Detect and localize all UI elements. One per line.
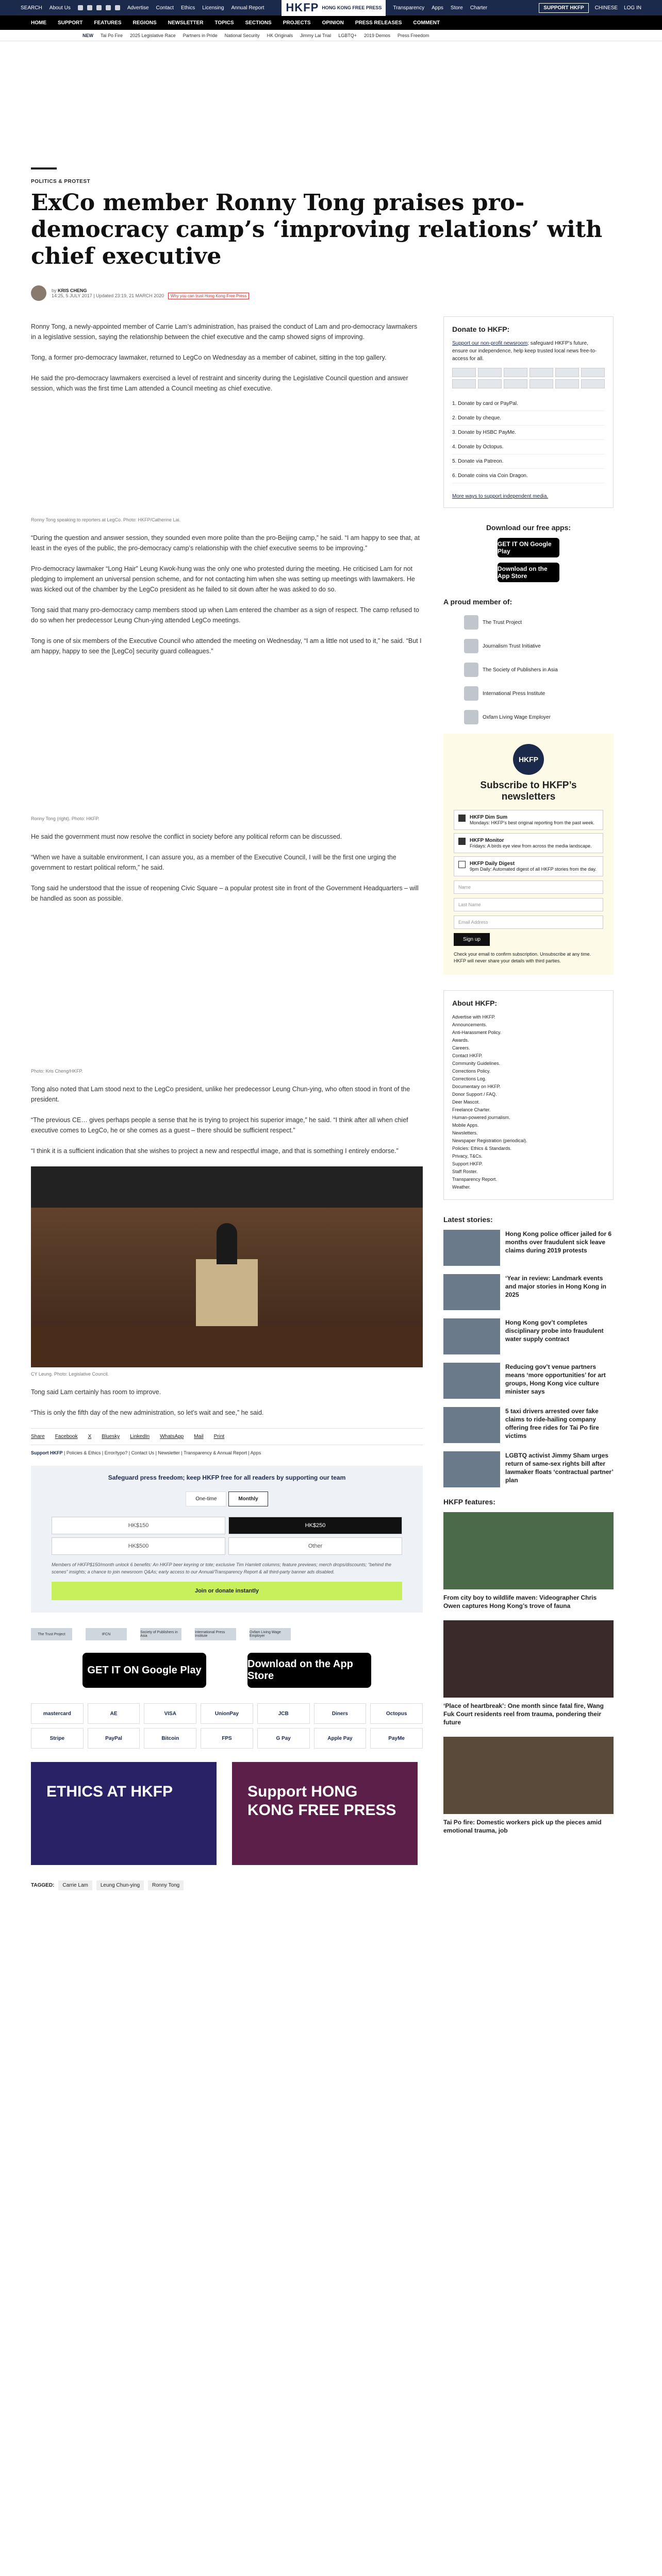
photo-ceiling (31, 1166, 423, 1208)
ifcn-logo[interactable]: IFCN (86, 1628, 127, 1640)
paragraph: Pro-democracy lawmaker “Long Hair” Leung Kwok-hung was the only one who protested during the meeting. He criticised Lam for not pledging to implement an universal pension scheme, and for not contacting him when she was setting up meetings with lawmakers. He was kicked out of the chamber by the LegCo president as he failed to sit down after he was asked to do so. (31, 565, 415, 593)
latest-story[interactable] (443, 1318, 614, 1354)
search-link[interactable]: SEARCH (21, 5, 42, 11)
story-thumbnail (443, 1363, 500, 1399)
freq-one-time[interactable]: One-time (186, 1492, 226, 1506)
story-headline[interactable]: LGBTQ activist Jimmy Sham urges return of same-sex rights bill after lawmaker floats ‘contractual partner’ plan (505, 1452, 614, 1484)
card-icon (504, 368, 527, 377)
latest-story[interactable] (443, 1230, 614, 1266)
latest-story[interactable] (443, 1274, 614, 1310)
nav-features[interactable]: FEATURES (94, 20, 122, 26)
paragraph: Tong said Lam certainly has room to improve. (31, 1388, 161, 1396)
card-icon (478, 379, 502, 388)
feature-item[interactable] (443, 1737, 614, 1835)
feature-item[interactable] (443, 1620, 614, 1726)
about-link[interactable]: Corrections Policy. (452, 1069, 491, 1074)
support-hkfp-link[interactable]: Support HKFP (31, 1450, 63, 1455)
payment-icon: VISA (144, 1703, 196, 1724)
story-thumbnail (443, 1451, 500, 1487)
about-link[interactable]: Contact HKFP. (452, 1053, 483, 1058)
x-icon[interactable] (87, 5, 92, 10)
member-logo[interactable] (464, 615, 614, 630)
about-link[interactable]: Documentary on HKFP. (452, 1084, 501, 1089)
paragraph: Tong is one of six members of the Executive Council who attended the meeting on Wednesday, “I am a little not used to it,” he said. “But I am happy, happy to see the [LegCo] security guard colleagues.” (31, 637, 422, 655)
subnav-item[interactable]: 2019 Demos (363, 32, 390, 38)
about-link[interactable]: Deer Mascot. (452, 1099, 480, 1105)
feature-image (443, 1620, 614, 1698)
paragraph: “The previous CE… gives perhaps people a sense that he is trying to project his superior image,” he said. “I think after all when chief executive comes to LegCo, he or she comes as a guest – there should be sufficient respect.” (31, 1116, 408, 1134)
nav-press-releases[interactable]: PRESS RELEASES (355, 20, 402, 26)
about-link[interactable]: Freelance Charter. (452, 1107, 491, 1112)
tag-item[interactable]: Ronny Tong (148, 1880, 184, 1890)
about-link[interactable]: Newsletters. (452, 1130, 478, 1136)
about-title: About HKFP: (452, 999, 498, 1007)
card-icon (555, 368, 579, 377)
support-hkfp-button[interactable]: SUPPORT HKFP (539, 3, 588, 13)
member-benefits-note: Members of HKFP$150/month unlock 6 benefits: An HKFP beer keyring or tote; exclusive Tim Hamlett columns; feature previews; merch drops/discounts; “behind the scenes” insights; a chance to join newsroom Q&As; early access to our Annual/Transparency Report & all third-party banner ads disabled. (52, 1562, 392, 1574)
about-link[interactable]: Mobile Apps. (452, 1123, 479, 1128)
member-logo[interactable] (464, 663, 614, 677)
updated-date: Updated 23:19, 21 MARCH 2020 (96, 293, 164, 298)
logo-text: HKFP (286, 1, 319, 14)
payment-icon: Bitcoin (144, 1728, 196, 1749)
topbar-link-annual-report[interactable]: Annual Report (231, 5, 264, 11)
member-name: The Society of Publishers in Asia (483, 667, 558, 673)
payment-icon: FPS (201, 1728, 253, 1749)
nav-home[interactable]: HOME (31, 20, 46, 26)
share-facebook[interactable]: Facebook (55, 1434, 78, 1439)
share-whatsapp[interactable]: WhatsApp (160, 1434, 184, 1439)
amount-options (52, 1517, 402, 1555)
about-link[interactable]: Human-powered journalism. (452, 1115, 510, 1120)
about-link[interactable]: Donor Support / FAQ. (452, 1092, 497, 1097)
story-headline[interactable]: Hong Kong gov’t completes disciplinary probe into fraudulent water supply contract (505, 1319, 604, 1343)
feature-image (443, 1512, 614, 1589)
join-donate-button[interactable]: Join or donate instantly (52, 1582, 402, 1600)
promo-banners (31, 1762, 423, 1865)
title-rule (31, 167, 57, 170)
nav-newsletter[interactable]: NEWSLETTER (168, 20, 204, 26)
more-ways-link[interactable]: More ways to support independent media. (452, 494, 549, 499)
amount-250[interactable]: HK$250 (228, 1517, 402, 1534)
share-linkedin[interactable]: LinkedIn (130, 1434, 150, 1439)
jti-icon (464, 639, 478, 653)
share-label: Share (31, 1434, 45, 1439)
signup-button[interactable]: Sign up (454, 933, 490, 946)
latest-title: Latest stories: (443, 1215, 493, 1224)
member-logo[interactable] (464, 686, 614, 701)
feature-headline[interactable]: From city boy to wildlife maven: Videographer Chris Owen captures Hong Kong’s trove of fauna (443, 1594, 597, 1609)
paragraph: “I think it is a sufficient indication that she wishes to project a new and respectful image, and that is something I entirely endorse.” (31, 1147, 399, 1155)
card-icon (581, 368, 605, 377)
donate-card (31, 1466, 423, 1613)
payment-icon: mastercard (31, 1703, 84, 1724)
newsletter-name: HKFP Dim Sum (470, 815, 508, 820)
nav-sections[interactable]: SECTIONS (245, 20, 272, 26)
tag-item[interactable]: Carrie Lam (58, 1880, 92, 1890)
main-nav (0, 15, 662, 30)
language-link[interactable]: CHINESE (594, 5, 618, 11)
story-thumbnail (443, 1274, 500, 1310)
amount-500[interactable]: HK$500 (52, 1537, 225, 1555)
donate-card-title: Safeguard press freedom; keep HKFP free for all readers by supporting our team (108, 1474, 346, 1481)
topbar-link-ethics[interactable]: Ethics (180, 5, 195, 11)
image-placeholder (31, 404, 423, 517)
social-icons (78, 5, 120, 10)
article-category[interactable]: POLITICS & PROTEST (31, 179, 91, 184)
image-caption: Ronny Tong speaking to reporters at LegCo. Photo: HKFP/Catherine Lai. (31, 517, 181, 522)
app-store-buttons (31, 1653, 423, 1688)
newsletter-logo: HKFP (513, 744, 544, 775)
newsletter-desc: Fridays: A birds eye view from across the media landscape. (470, 843, 592, 849)
paragraph: Tong, a former pro-democracy lawmaker, returned to LegCo on Wednesday as a member of cabinet, sitting in the top gallery. (31, 354, 387, 361)
support-links-row: Support HKFP | Policies & Ethics | Error/typo? | Contact Us | Newsletter | Transparency & Annual Report | Apps (31, 1450, 261, 1455)
payment-icon: AE (88, 1703, 140, 1724)
author-avatar (31, 285, 46, 301)
google-play-button[interactable]: GET IT ON Google Play (82, 1653, 206, 1688)
photo-bench (31, 1326, 423, 1367)
about-link[interactable]: Privacy, T&Cs. (452, 1154, 483, 1159)
feature-item[interactable] (443, 1512, 614, 1610)
paragraph: “When we have a suitable environment, I can assure you, as a member of the Executive Council, I will be the first one urging the government to restart political reform,” he said. (31, 854, 396, 871)
story-headline[interactable]: ‘Year in review: Landmark events and major stories in Hong Kong in 2025 (505, 1275, 607, 1298)
topbar-link-apps[interactable]: Apps (432, 5, 443, 11)
about-link[interactable]: Corrections Log. (452, 1076, 487, 1081)
topbar-link-contact[interactable]: Contact (156, 5, 174, 11)
newsletter-desc: 9pm Daily: Automated digest of all HKFP stories from the day. (470, 867, 597, 872)
subnav-item[interactable]: National Security (224, 32, 260, 38)
newsletter-name: HKFP Monitor (470, 838, 504, 843)
story-thumbnail (443, 1318, 500, 1354)
amount-150[interactable]: HK$150 (52, 1517, 225, 1534)
nav-support[interactable]: SUPPORT (58, 20, 83, 26)
frequency-toggle (52, 1492, 402, 1506)
latest-story[interactable] (443, 1363, 614, 1399)
photo-speaker (217, 1223, 237, 1264)
share-bluesky[interactable]: Bluesky (102, 1434, 120, 1439)
card-icon (478, 368, 502, 377)
card-icon (452, 379, 476, 388)
payment-icon: Apple Pay (314, 1728, 367, 1749)
trust-project-icon (464, 615, 478, 630)
newsletter-option[interactable] (454, 810, 603, 830)
topbar-link-store[interactable]: Store (450, 5, 463, 11)
facebook-icon[interactable] (78, 5, 83, 10)
author-prefix: by (52, 288, 57, 293)
share-print[interactable]: Print (213, 1434, 225, 1439)
feature-headline[interactable]: Tai Po fire: Domestic workers pick up the pieces amid emotional trauma, job (443, 1819, 602, 1834)
paragraph: Tong said he understood that the issue of reopening Civic Square – a popular protest site in front of the Government Headquarters – will be handled as soon as possible. (31, 885, 419, 902)
hkfp-logo[interactable] (282, 0, 386, 16)
about-link[interactable]: Advertise with HKFP. (452, 1014, 495, 1020)
about-link[interactable]: Weather. (452, 1184, 471, 1190)
newsletter-box (443, 734, 614, 975)
name-input[interactable]: Name (454, 880, 603, 894)
about-link[interactable]: Community Guidelines. (452, 1061, 501, 1066)
story-headline[interactable]: Hong Kong police officer jailed for 6 months over fraudulent sick leave claims during 2019 protests (505, 1230, 612, 1254)
card-icon (504, 379, 527, 388)
card-icon (452, 368, 476, 377)
subnav-item[interactable]: HK Originals (267, 32, 293, 38)
sub-nav (0, 30, 662, 41)
image-caption: Photo: Kris Cheng/HKFP. (31, 1069, 83, 1074)
about-link[interactable]: Newspaper Registration (periodical). (452, 1138, 527, 1143)
topbar-link-about[interactable]: About Us (49, 5, 71, 11)
image-caption: Ronny Tong (right). Photo: HKFP. (31, 816, 100, 821)
tagged-label: TAGGED: (31, 1883, 55, 1888)
subnav-item[interactable]: Jimmy Lai Trial (300, 32, 332, 38)
legco-photo (31, 1166, 423, 1367)
card-icon (581, 379, 605, 388)
trust-project-logo[interactable]: The Trust Project (31, 1628, 72, 1640)
paragraph: “This is only the fifth day of the new administration, so let’s wait and see,” he said. (31, 1409, 264, 1416)
about-link[interactable]: Support HKFP. (452, 1161, 483, 1166)
subnav-item[interactable]: Partners in Pride (183, 32, 218, 38)
topbar-link-advertise[interactable]: Advertise (127, 5, 149, 11)
donate-option[interactable]: 6. Donate coins via Coin Dragon. (452, 469, 605, 483)
nav-regions[interactable]: REGIONS (133, 20, 157, 26)
amount-other[interactable]: Other (228, 1537, 402, 1555)
donate-box (443, 316, 614, 508)
photo-podium (196, 1259, 258, 1331)
payment-icon: Octopus (370, 1703, 423, 1724)
paragraph: Tong said that many pro-democracy camp members stood up when Lam entered the chamber as a sign of respect. The camp refused to do so when her predecessor Leung Chun-ying attended LegCo meetings. (31, 606, 419, 624)
donate-option[interactable]: 4. Donate by Octopus. (452, 440, 605, 454)
story-thumbnail (443, 1230, 500, 1266)
byline: by KRIS CHENG 14:25, 5 JULY 2017 | Updated 23:19, 21 MARCH 2020 Why you can trust Hong Kong Free Press (31, 285, 631, 301)
tag-list (31, 1880, 423, 1890)
subnav-item[interactable]: Tai Po Fire (101, 32, 123, 38)
login-link[interactable]: LOG IN (624, 5, 641, 11)
payment-icon: PayPal (88, 1728, 140, 1749)
payment-methods (31, 1703, 423, 1749)
tag-item[interactable]: Leung Chun-ying (96, 1880, 144, 1890)
support-links[interactable]: Policies & Ethics | Error/typo? | Contact Us | Newsletter | Transparency & Annual Report | Apps (66, 1450, 261, 1455)
paragraph: Ronny Tong, a newly-appointed member of Carrie Lam’s administration, has praised the conduct of Lam and pro-democracy lawmakers in a legislative session, saying the relationship between the chief executive and the camp showed signs of improving. (31, 323, 418, 341)
newsletter-desc: Mondays: HKFP’s best original reporting from the past week. (470, 820, 594, 825)
about-link[interactable]: Staff Roster. (452, 1169, 478, 1174)
youtube-icon[interactable] (106, 5, 111, 10)
card-icon (555, 379, 579, 388)
payment-icon: PayMe (370, 1728, 423, 1749)
ipi-icon (464, 686, 478, 701)
payment-icon: JCB (257, 1703, 310, 1724)
partner-logo-row (31, 1628, 423, 1640)
donate-lead: ; safeguard HKFP’s future, ensure our independence, help keep trusted local news free-to-access for all. (452, 341, 597, 362)
story-headline[interactable]: 5 taxi drivers arrested over fake claims to ride-hailing company offering free rides for Tai Po fire victims (505, 1408, 599, 1439)
paragraph: Tong also noted that Lam stood next to the LegCo president, unlike her predecessor Leung Chun-ying, who often stood in front of the president. (31, 1086, 410, 1103)
card-icon (529, 379, 553, 388)
member-logo[interactable] (464, 710, 614, 724)
topbar-link-charter[interactable]: Charter (470, 5, 488, 11)
member-name: The Trust Project (483, 619, 522, 625)
member-name: Oxfam Living Wage Employer (483, 714, 551, 720)
subnav-item[interactable]: 2025 Legislative Race (130, 32, 176, 38)
share-x[interactable]: X (88, 1434, 92, 1439)
card-logos (452, 368, 605, 388)
sidebar (443, 321, 614, 1911)
image-placeholder (31, 914, 423, 1069)
about-link[interactable]: Announcements. (452, 1022, 487, 1027)
image-caption: CY Leung. Photo: Legislative Council. (31, 1371, 109, 1377)
checkbox-checked-icon[interactable] (458, 815, 466, 822)
about-link[interactable]: Transparency Report. (452, 1177, 497, 1182)
apps-title: Download our free apps: (486, 523, 571, 532)
sopa-logo[interactable]: Society of Publishers in Asia (140, 1628, 181, 1640)
feature-headline[interactable]: ‘Place of heartbreak’: One month since fatal fire, Wang Fuk Court residents reel from trauma, pondering their future (443, 1702, 604, 1726)
instagram-icon[interactable] (96, 5, 102, 10)
author-name[interactable]: KRIS CHENG (58, 288, 87, 293)
subnav-item[interactable]: LGBTQ+ (338, 32, 357, 38)
member-name: Journalism Trust Initiative (483, 643, 541, 649)
nav-comment[interactable]: COMMENT (413, 20, 440, 26)
share-bar (31, 1428, 423, 1445)
donate-option[interactable]: 1. Donate by card or PayPal. (452, 397, 605, 411)
donate-option[interactable]: 5. Donate via Patreon. (452, 454, 605, 469)
ipi-logo[interactable]: International Press Institute (195, 1628, 236, 1640)
image-placeholder (31, 667, 423, 816)
paragraph: He said the government must now resolve the conflict in society before any political reform can be discussed. (31, 833, 342, 840)
newsletter-name: HKFP Daily Digest (470, 861, 515, 867)
payment-icon: G Pay (257, 1728, 310, 1749)
topbar-link-licensing[interactable]: Licensing (202, 5, 224, 11)
published-date: 14:25, 5 JULY 2017 (52, 293, 92, 298)
story-thumbnail (443, 1407, 500, 1443)
member-logo[interactable] (464, 639, 614, 653)
trust-badge[interactable]: Why you can trust Hong Kong Free Press (168, 293, 250, 299)
payment-icon: Diners (314, 1703, 367, 1724)
paragraph: He said the pro-democracy lawmakers exercised a level of restraint and sincerity during the Legislative Council question and answer session, which was the first time Lam attended a Council meeting as chief executive. (31, 375, 408, 392)
topbar-link-transparency[interactable]: Transparency (393, 5, 425, 11)
member-name: International Press Institute (483, 690, 545, 697)
linkedin-icon[interactable] (115, 5, 120, 10)
about-link[interactable]: Awards. (452, 1038, 469, 1043)
subnav-item[interactable]: Press Freedom (397, 32, 429, 38)
subnav-new-label: NEW (82, 32, 93, 38)
content-wrap (0, 321, 662, 1911)
payment-icon: UnionPay (201, 1703, 253, 1724)
nav-topics[interactable]: TOPICS (214, 20, 234, 26)
about-link[interactable]: Policies: Ethics & Standards. (452, 1146, 512, 1151)
about-box (443, 990, 614, 1200)
story-headline[interactable]: Reducing gov’t venue partners means ‘more opportunities’ for art groups, Hong Kong vice culture minister says (505, 1363, 606, 1395)
newsletter-option[interactable] (454, 856, 603, 876)
about-links (452, 1013, 605, 1191)
sidebar-google-play[interactable]: GET IT ON Google Play (498, 538, 559, 557)
payment-icon: Stripe (31, 1728, 84, 1749)
oxfam-logo[interactable]: Oxfam Living Wage Employer (250, 1628, 291, 1640)
email-input[interactable]: Email Address (454, 916, 603, 929)
top-bar (0, 0, 662, 15)
donate-title: Donate to HKFP: (452, 325, 510, 333)
paragraph: “During the question and answer session, they sounded even more polite than the pro-Beijing camp,” he said. “I am happy to see that, at least in the eyes of the public, the pro-democracy camp’s relationship with the chief executive seems to be improving.” (31, 534, 420, 552)
oxfam-icon (464, 710, 478, 724)
share-mail[interactable]: Mail (194, 1434, 204, 1439)
ethics-banner[interactable]: ETHICS AT HKFP (31, 1762, 217, 1865)
donate-lead-link[interactable]: Support our non-profit newsroom (452, 341, 528, 346)
about-link[interactable]: Careers. (452, 1045, 470, 1050)
donate-option[interactable]: 2. Donate by cheque. (452, 411, 605, 426)
donate-option[interactable]: 3. Donate by HSBC PayMe. (452, 426, 605, 440)
newsletter-title: Subscribe to HKFP’s newsletters (480, 780, 577, 802)
features-title: HKFP features: (443, 1498, 495, 1506)
about-link[interactable]: Anti-Harassment Policy. (452, 1030, 502, 1035)
freq-monthly[interactable]: Monthly (228, 1492, 268, 1506)
support-banner[interactable]: Support HONG KONG FREE PRESS (232, 1762, 418, 1865)
latest-story[interactable] (443, 1407, 614, 1443)
article-title: ExCo member Ronny Tong praises pro-democracy camp’s ‘improving relations’ with chief executive (31, 190, 603, 269)
nav-projects[interactable]: PROJECTS (283, 20, 311, 26)
nav-opinion[interactable]: OPINION (322, 20, 344, 26)
newsletter-option[interactable] (454, 833, 603, 853)
logo-subtext: HONG KONG FREE PRESS (322, 5, 382, 10)
app-store-button[interactable]: Download on the App Store (247, 1653, 371, 1688)
checkbox-icon[interactable] (458, 861, 466, 868)
newsletter-fineprint: Check your email to confirm subscription. Unsubscribe at any time. HKFP will never share your details with third parties. (454, 952, 591, 963)
last-name-input[interactable]: Last Name (454, 898, 603, 911)
sopa-icon (464, 663, 478, 677)
article-body (31, 321, 423, 1911)
feature-image (443, 1737, 614, 1814)
proud-member-title: A proud member of: (443, 598, 512, 606)
sidebar-app-store[interactable]: Download on the App Store (498, 563, 559, 582)
card-icon (529, 368, 553, 377)
topbar-right (539, 3, 641, 13)
checkbox-checked-icon[interactable] (458, 838, 466, 845)
latest-story[interactable] (443, 1451, 614, 1487)
